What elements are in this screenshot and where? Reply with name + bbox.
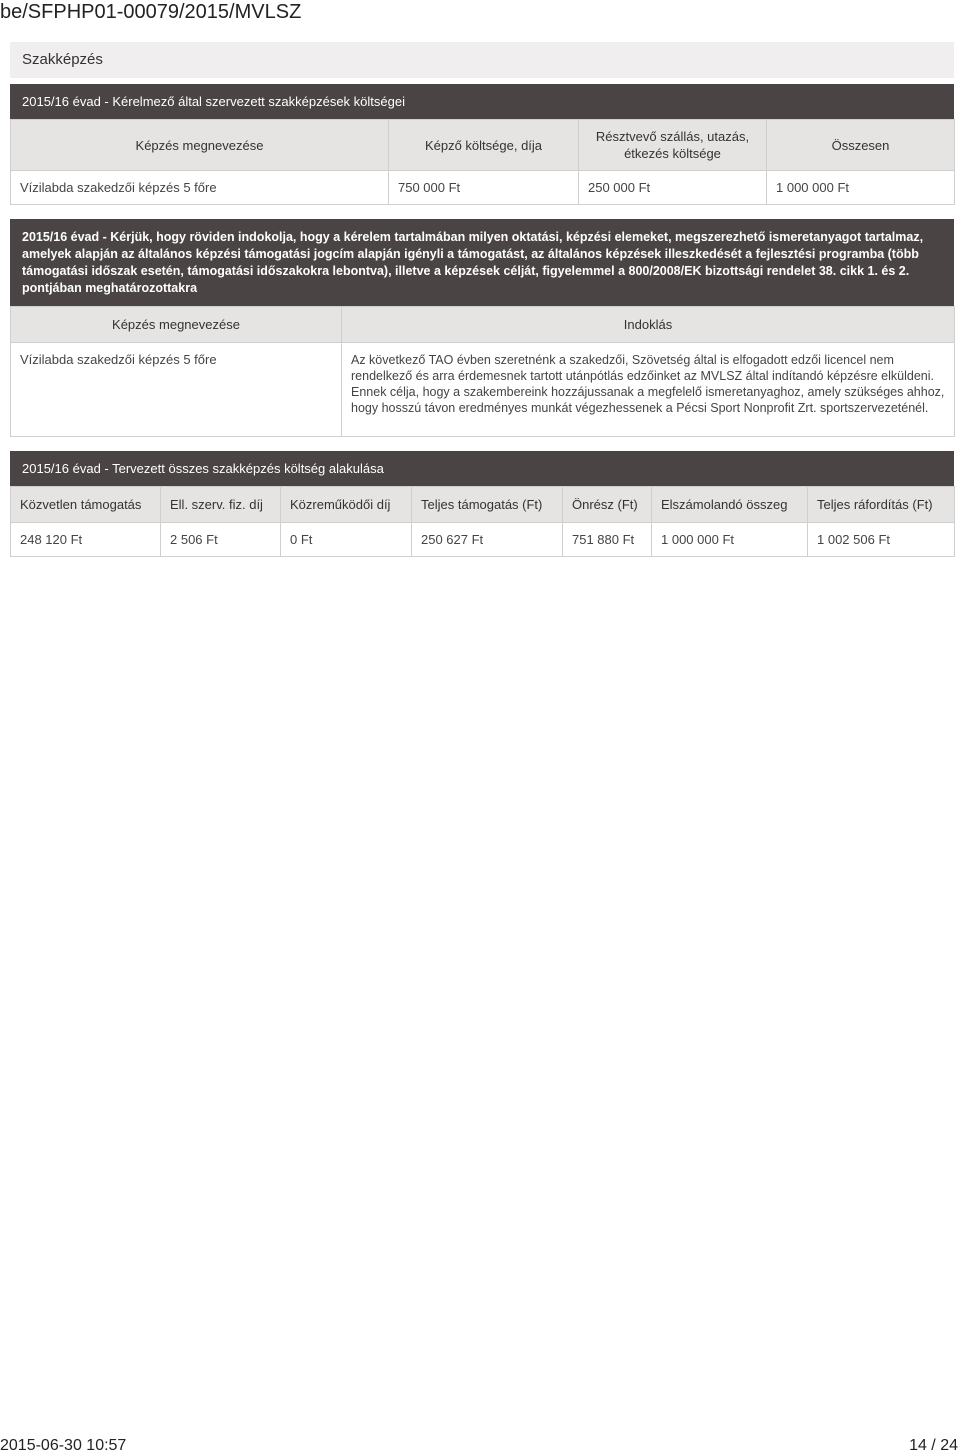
summary-header-cell: Közvetlen támogatás <box>11 487 161 523</box>
justification-header-row <box>11 307 955 343</box>
table-cell: 2 506 Ft <box>161 523 281 557</box>
footer-timestamp: 2015-06-30 10:57 <box>0 1437 127 1454</box>
costs-table <box>10 119 955 205</box>
costs-header-cell: Képzés megnevezése <box>11 120 389 171</box>
table-cell: 1 002 506 Ft <box>808 523 955 557</box>
table-row <box>11 343 955 437</box>
table-cell: 751 880 Ft <box>563 523 652 557</box>
costs-header-cell: Képző költsége, díja <box>389 120 579 171</box>
costs-header-cell: Résztvevő szállás, utazás, étkezés költsége <box>579 120 767 171</box>
summary-title: 2015/16 évad - Tervezett összes szakképzés költség alakulása <box>10 451 954 486</box>
table-cell: 750 000 Ft <box>389 171 579 205</box>
table-cell: Vízilabda szakedzői képzés 5 főre <box>11 171 389 205</box>
summary-header-row <box>11 487 955 523</box>
costs-panel <box>10 84 954 205</box>
summary-panel <box>10 451 954 557</box>
summary-header-cell: Ell. szerv. fiz. díj <box>161 487 281 523</box>
footer-page-number: 14 / 24 <box>909 1437 958 1454</box>
section-title: Szakképzés <box>10 42 954 78</box>
justification-header-cell: Képzés megnevezése <box>11 307 342 343</box>
costs-title: 2015/16 évad - Kérelmező által szervezett szakképzések költségei <box>10 84 954 119</box>
table-cell: 1 000 000 Ft <box>767 171 955 205</box>
table-cell: 0 Ft <box>281 523 412 557</box>
table-cell: 1 000 000 Ft <box>652 523 808 557</box>
table-cell: 250 627 Ft <box>412 523 563 557</box>
summary-header-cell: Önrész (Ft) <box>563 487 652 523</box>
summary-header-cell: Közreműködői díj <box>281 487 412 523</box>
justification-panel <box>10 219 954 437</box>
table-row <box>11 171 955 205</box>
document-id: be/SFPHP01-00079/2015/MVLSZ <box>0 1 302 23</box>
table-cell: 248 120 Ft <box>11 523 161 557</box>
justification-header-cell: Indoklás <box>342 307 955 343</box>
justification-title: 2015/16 évad - Kérjük, hogy röviden indokolja, hogy a kérelem tartalmában milyen oktatási, képzési elemeket, megszerezhető ismeretanyagot tartalmaz, amelyek alapján az általános képzési támogatási jogcím alapján igényli a támogatást, az általános képzések illeszkedését a fejlesztési programba (több támogatási időszak esetén, támogatási időszakokra lebontva), illetve a képzések célját, figyelemmel a 800/2008/EK bizottsági rendelet 38. cikk 1. és 2. pontjában meghatározottakra <box>10 219 954 306</box>
justification-text: Az következő TAO évben szeretnénk a szakedzői, Szövetség által is elfogadott edzői licencel nem rendelkező és arra érdemesnek tartott utánpótlás edzőinket az MVLSZ által indítandó képzésre elküldeni. Ennek célja, hogy a szakembereink hozzájussanak a megfelelő ismeretanyaghoz, amely szükséges ahhoz, hogy hosszú távon eredményes munkát végezhessenek a Pécsi Sport Nonprofit Zrt. sportszervezeténél. <box>342 343 955 437</box>
summary-header-cell: Elszámolandó összeg <box>652 487 808 523</box>
table-cell: 250 000 Ft <box>579 171 767 205</box>
summary-header-cell: Teljes támogatás (Ft) <box>412 487 563 523</box>
costs-header-row <box>11 120 955 171</box>
summary-table <box>10 486 955 557</box>
summary-header-cell: Teljes ráfordítás (Ft) <box>808 487 955 523</box>
table-row <box>11 523 955 557</box>
costs-header-cell: Összesen <box>767 120 955 171</box>
table-cell: Vízilabda szakedzői képzés 5 főre <box>11 343 342 437</box>
justification-table <box>10 306 955 437</box>
